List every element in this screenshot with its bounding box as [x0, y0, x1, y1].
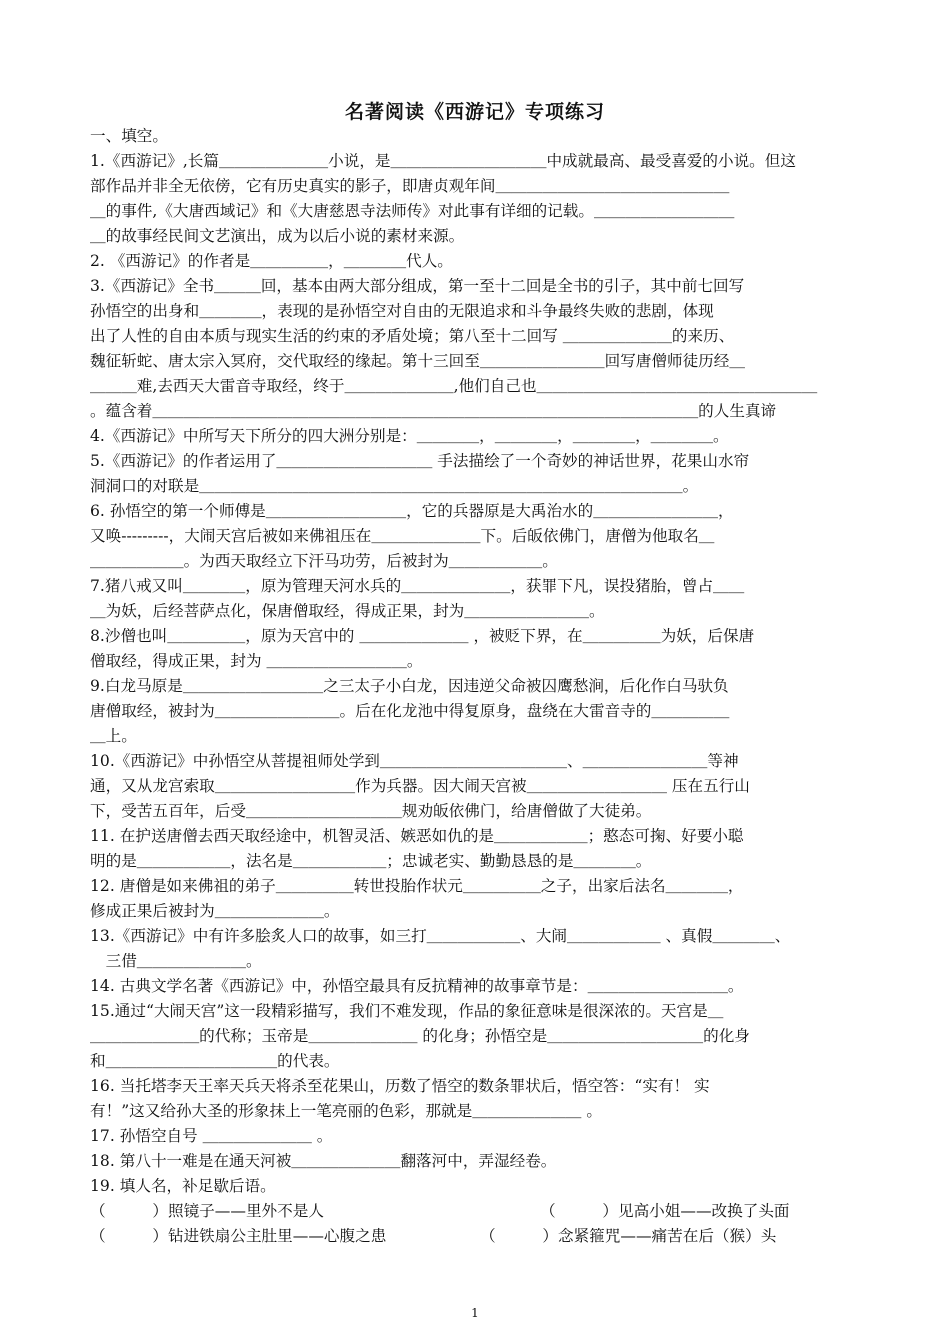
- xiehouyu-item: （ ）照镜子——里外不是人: [90, 1202, 324, 1220]
- text-line: ＿的事件,《大唐西域记》和《大唐慈恩寺法师传》对此事有详细的记载。＿＿＿＿＿＿＿＿＿: [90, 202, 735, 220]
- text-line: 18. 第八十一难是在通天河被＿＿＿＿＿＿＿翻落河中，弄湿经卷。: [90, 1152, 557, 1170]
- text-line: ＿＿＿＿＿＿。为西天取经立下汗马功劳，后被封为＿＿＿＿＿＿。: [90, 552, 558, 570]
- text-line: 三借＿＿＿＿＿＿＿。: [90, 952, 262, 970]
- text-line: 又唤---------，大闹天宫后被如来佛祖压在＿＿＿＿＿＿＿下。后皈依佛门，唐僧为他取名＿: [90, 527, 715, 545]
- text-line: 9.白龙马原是＿＿＿＿＿＿＿＿＿之三太子小白龙，因违逆父命被囚鹰愁涧，后化作白马驮负: [90, 677, 729, 695]
- text-line: ＿为妖，后经菩萨点化，保唐僧取经，得成正果，封为＿＿＿＿＿＿＿＿。: [90, 602, 605, 620]
- text-line: 14. 古典文学名著《西游记》中，孙悟空最具有反抗精神的故事章节是：＿＿＿＿＿＿＿＿＿。: [90, 977, 744, 995]
- page-number: 1: [471, 1306, 479, 1320]
- text-line: 有！”这又给孙大圣的形象抹上一笔亮丽的色彩，那就是＿＿＿＿＿＿＿ 。: [90, 1102, 602, 1120]
- xiehouyu-item: （ ）念紧箍咒——痛苦在后（猴）头: [480, 1227, 777, 1245]
- text-line: 下，受苦五百年，后受＿＿＿＿＿＿＿＿＿＿规劝皈依佛门，给唐僧做了大徒弟。: [90, 802, 652, 820]
- text-line: 7.猪八戒又叫＿＿＿＿，原为管理天河水兵的＿＿＿＿＿＿＿，获罪下凡，误投猪胎，曾占＿＿: [90, 577, 745, 595]
- text-line: 8.沙僧也叫＿＿＿＿＿，原为天宫中的 ＿＿＿＿＿＿＿ ，被贬下界，在＿＿＿＿＿为妖，后保唐: [90, 627, 755, 645]
- text-line: ＿上。: [90, 727, 137, 745]
- xiehouyu-item: （ ）见高小姐——改换了头面: [540, 1202, 790, 1220]
- text-line: 通，又从龙宫索取＿＿＿＿＿＿＿＿＿作为兵器。因大闹天宫被＿＿＿＿＿＿＿＿＿ 压在五行山: [90, 777, 750, 795]
- xiehouyu-item: （ ）钻进铁扇公主肚里——心腹之患: [90, 1227, 387, 1245]
- text-line: 修成正果后被封为＿＿＿＿＿＿＿。: [90, 902, 340, 920]
- text-line: 19. 填人名，补足歇后语。: [90, 1177, 276, 1195]
- text-line: 4.《西游记》中所写天下所分的四大洲分别是：＿＿＿＿，＿＿＿＿，＿＿＿＿，＿＿＿＿。: [90, 427, 729, 445]
- text-line: ＿＿＿难,去西天大雷音寺取经，终于＿＿＿＿＿＿＿,他们自己也＿＿＿＿＿＿＿＿＿＿＿＿＿＿＿＿＿＿: [90, 377, 818, 395]
- text-line: 16. 当托塔李天王率天兵天将杀至花果山，历数了悟空的数条罪状后，悟空答：“实有！ 实: [90, 1077, 710, 1095]
- text-line: ＿的故事经民间文艺演出，成为以后小说的素材来源。: [90, 227, 465, 245]
- text-line: 10.《西游记》中孙悟空从菩提祖师处学到＿＿＿＿＿＿＿＿＿＿＿＿、＿＿＿＿＿＿＿＿等神: [90, 752, 739, 770]
- text-line: ＿＿＿＿＿＿＿的代称；玉帝是＿＿＿＿＿＿＿ 的化身；孙悟空是＿＿＿＿＿＿＿＿＿＿的化身: [90, 1027, 750, 1045]
- text-line: 6. 孙悟空的第一个师傅是＿＿＿＿＿＿＿＿＿，它的兵器原是大禹治水的＿＿＿＿＿＿＿＿，: [90, 502, 734, 520]
- text-line: 和＿＿＿＿＿＿＿＿＿＿＿的代表。: [90, 1052, 340, 1070]
- text-line: 孙悟空的出身和＿＿＿＿，表现的是孙悟空对自由的无限追求和斗争最终失败的悲剧，体现: [90, 302, 714, 320]
- text-line: 部作品并非全无依傍，它有历史真实的影子，即唐贞观年间＿＿＿＿＿＿＿＿＿＿＿＿＿＿＿: [90, 177, 730, 195]
- text-line: 5.《西游记》的作者运用了＿＿＿＿＿＿＿＿＿＿ 手法描绘了一个奇妙的神话世界，花果山水帘: [90, 452, 750, 470]
- text-line: 1.《西游记》,长篇＿＿＿＿＿＿＿小说，是＿＿＿＿＿＿＿＿＿＿中成就最高、最受喜爱的小说。但这: [90, 152, 796, 170]
- text-line: 一、填空。: [90, 127, 168, 145]
- text-line: 3.《西游记》全书＿＿＿回，基本由两大部分组成，第一至十二回是全书的引子，其中前七回写: [90, 277, 745, 295]
- text-line: 僧取经，得成正果，封为 ＿＿＿＿＿＿＿＿＿。: [90, 652, 423, 670]
- text-line: 。蕴含着＿＿＿＿＿＿＿＿＿＿＿＿＿＿＿＿＿＿＿＿＿＿＿＿＿＿＿＿＿＿＿＿＿＿＿的人生真谛: [90, 402, 777, 420]
- text-line: 魏征斩蛇、唐太宗入冥府，交代取经的缘起。第十三回至＿＿＿＿＿＿＿＿回写唐僧师徒历经＿: [90, 352, 745, 370]
- text-line: 洞洞口的对联是＿＿＿＿＿＿＿＿＿＿＿＿＿＿＿＿＿＿＿＿＿＿＿＿＿＿＿＿＿＿＿。: [90, 477, 699, 495]
- xiehouyu-row: [90, 1199, 870, 1224]
- text-line: 出了人性的自由本质与现实生活的约束的矛盾处境；第八至十二回写 ＿＿＿＿＿＿＿的来历、: [90, 327, 735, 345]
- xiehouyu-row: [90, 1224, 870, 1249]
- text-line: 11. 在护送唐僧去西天取经途中，机智灵活、嫉恶如仇的是＿＿＿＿＿＿；憨态可掬、好要小聪: [90, 827, 744, 845]
- text-line: 15.通过“大闹天宫”这一段精彩描写，我们不难发现，作品的象征意味是很深浓的。天宫是＿: [90, 1002, 724, 1020]
- exercise-body: [90, 124, 870, 1249]
- text-line: 2. 《西游记》的作者是＿＿＿＿＿，＿＿＿＿代人。: [90, 252, 453, 270]
- document-title: 名著阅读《西游记》专项练习: [344, 101, 605, 123]
- text-line: 12. 唐僧是如来佛祖的弟子＿＿＿＿＿转世投胎作状元＿＿＿＿＿之子，出家后法名＿＿＿＿，: [90, 877, 744, 895]
- text-line: 明的是＿＿＿＿＿＿，法名是＿＿＿＿＿＿；忠诚老实、勤勤恳恳的是＿＿＿＿。: [90, 852, 652, 870]
- text-line: 17. 孙悟空自号 ＿＿＿＿＿＿＿ 。: [90, 1127, 333, 1145]
- text-line: 唐僧取经，被封为＿＿＿＿＿＿＿＿。后在化龙池中得复原身，盘绕在大雷音寺的＿＿＿＿＿: [90, 702, 730, 720]
- text-line: 13.《西游记》中有许多脍炙人口的故事，如三打＿＿＿＿＿＿、大闹＿＿＿＿＿＿ 、真假＿＿＿＿、: [90, 927, 791, 945]
